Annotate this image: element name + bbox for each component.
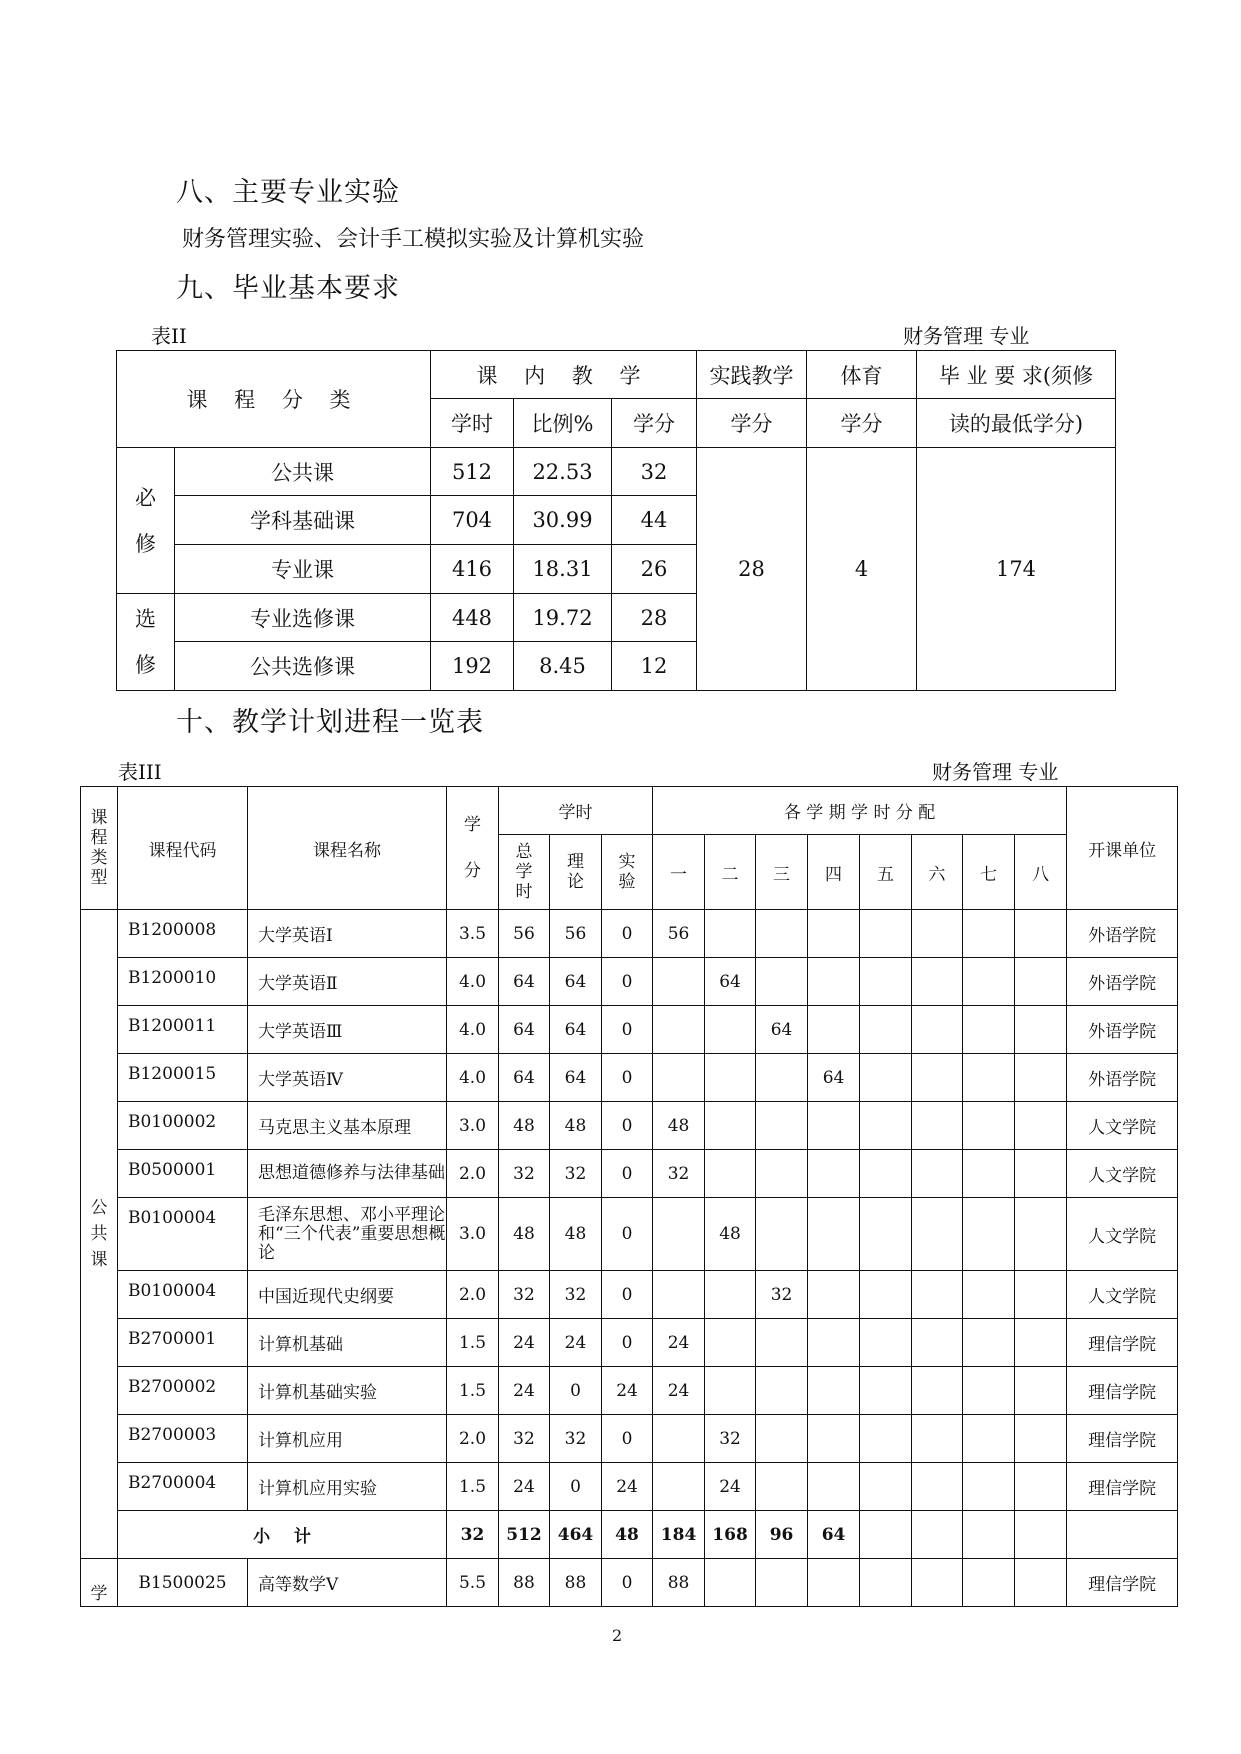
cell-semester xyxy=(653,1271,705,1319)
cell-credit: 2.0 xyxy=(447,1150,499,1198)
semester-header: 五 xyxy=(860,835,912,910)
cell-semester: 24 xyxy=(653,1319,705,1367)
pe-credits: 4 xyxy=(807,448,917,691)
graduation-requirements-table xyxy=(116,350,1116,691)
cell-semester xyxy=(1015,1319,1067,1367)
cell-semester xyxy=(653,1006,705,1054)
subtotal-row xyxy=(81,1511,1178,1559)
cell-semester xyxy=(1015,1150,1067,1198)
page-number: 2 xyxy=(612,1626,623,1645)
min-credits: 174 xyxy=(917,448,1116,691)
section9-title: 九、毕业基本要求 xyxy=(176,273,400,304)
cell-semester xyxy=(808,1415,860,1463)
cell-semester xyxy=(860,1054,912,1102)
cell-theory: 56 xyxy=(550,910,602,958)
row-name: 专业课 xyxy=(175,545,431,594)
course-name-header: 课程名称 xyxy=(248,787,447,910)
row-hours: 416 xyxy=(431,545,514,594)
cell-lab: 48 xyxy=(602,1511,653,1559)
subtotal-label: 小 计 xyxy=(118,1511,447,1559)
cell-course-name: 大学英语Ⅰ xyxy=(248,910,447,958)
cell-course-code: B0500001 xyxy=(118,1150,248,1198)
table-row xyxy=(81,1415,1178,1463)
cell-total: 88 xyxy=(499,1559,550,1607)
cell-semester xyxy=(756,1054,808,1102)
row-name: 公共选修课 xyxy=(175,642,431,691)
cell-semester xyxy=(912,1415,963,1463)
cell-semester xyxy=(963,1006,1015,1054)
semester-header: 六 xyxy=(912,835,963,910)
row-credits: 28 xyxy=(612,594,697,642)
cell-total: 32 xyxy=(499,1271,550,1319)
cell-semester xyxy=(756,1367,808,1415)
row-ratio: 19.72 xyxy=(514,594,612,642)
cell-semester: 24 xyxy=(653,1367,705,1415)
cell-theory: 0 xyxy=(550,1367,602,1415)
section10-title: 十、教学计划进程一览表 xyxy=(176,707,484,738)
cell-semester xyxy=(912,1271,963,1319)
cell-lab: 0 xyxy=(602,910,653,958)
cell-theory: 0 xyxy=(550,1463,602,1511)
cell-dept: 人文学院 xyxy=(1067,1198,1178,1271)
cell-semester: 24 xyxy=(705,1463,756,1511)
cell-lab: 0 xyxy=(602,1198,653,1271)
cell-semester: 64 xyxy=(756,1006,808,1054)
cell-semester xyxy=(912,1102,963,1150)
cell-theory: 64 xyxy=(550,1054,602,1102)
row-credits: 44 xyxy=(612,496,697,545)
cell-credit: 1.5 xyxy=(447,1319,499,1367)
cell-credit: 1.5 xyxy=(447,1367,499,1415)
cell-semester xyxy=(912,1511,963,1559)
cell-semester xyxy=(860,958,912,1006)
cell-total: 24 xyxy=(499,1367,550,1415)
cell-semester xyxy=(860,1198,912,1271)
semester-header: 四 xyxy=(808,835,860,910)
cell-credit: 4.0 xyxy=(447,958,499,1006)
cell-semester xyxy=(653,1415,705,1463)
cell-semester xyxy=(808,1102,860,1150)
cell-course-code: B1200010 xyxy=(118,958,248,1006)
cell-total: 64 xyxy=(499,958,550,1006)
table-row xyxy=(81,1054,1178,1102)
cell-total: 48 xyxy=(499,1102,550,1150)
cell-total: 64 xyxy=(499,1006,550,1054)
table-row xyxy=(81,1367,1178,1415)
cell-semester xyxy=(1015,1511,1067,1559)
cell-course-code: B1500025 xyxy=(118,1559,248,1607)
cell-semester xyxy=(860,1415,912,1463)
cell-course-name: 高等数学Ⅴ xyxy=(248,1559,447,1607)
row-ratio: 22.53 xyxy=(514,448,612,496)
cell-semester xyxy=(860,1463,912,1511)
cell-total: 24 xyxy=(499,1463,550,1511)
cell-semester: 32 xyxy=(756,1271,808,1319)
cell-semester xyxy=(963,958,1015,1006)
cell-course-code: B0100004 xyxy=(118,1271,248,1319)
table-row xyxy=(81,1006,1178,1054)
section8-title: 八、主要专业实验 xyxy=(176,177,400,208)
cell-semester xyxy=(808,1463,860,1511)
cell-semester xyxy=(963,1198,1015,1271)
cell-semester xyxy=(963,1102,1015,1150)
cell-semester xyxy=(860,1271,912,1319)
cell-course-name: 计算机应用 xyxy=(248,1415,447,1463)
cell-course-name: 计算机基础实验 xyxy=(248,1367,447,1415)
section8-body: 财务管理实验、会计手工模拟实验及计算机实验 xyxy=(182,227,645,252)
row-credits: 32 xyxy=(612,448,697,496)
cell-course-code: B2700003 xyxy=(118,1415,248,1463)
cell-course-code: B0100002 xyxy=(118,1102,248,1150)
cell-semester xyxy=(808,1198,860,1271)
public-course-group-label: 公 共 课 xyxy=(81,910,118,1559)
semester-header: 一 xyxy=(653,835,705,910)
cell-semester xyxy=(1015,1198,1067,1271)
row-name: 学科基础课 xyxy=(175,496,431,545)
row-hours: 448 xyxy=(431,594,514,642)
cell-course-name: 计算机应用实验 xyxy=(248,1463,447,1511)
cell-semester xyxy=(808,1006,860,1054)
elective-group-label: 选 修 xyxy=(117,594,175,691)
cell-semester xyxy=(705,1271,756,1319)
cell-semester xyxy=(963,1271,1015,1319)
cell-credit: 3.0 xyxy=(447,1102,499,1150)
cell-semester: 32 xyxy=(653,1150,705,1198)
cell-semester xyxy=(963,1559,1015,1607)
cell-lab: 24 xyxy=(602,1367,653,1415)
cell-dept: 理信学院 xyxy=(1067,1319,1178,1367)
cell-theory: 464 xyxy=(550,1511,602,1559)
cell-semester xyxy=(1015,1415,1067,1463)
cell-semester xyxy=(1015,1367,1067,1415)
cell-course-name: 大学英语Ⅳ xyxy=(248,1054,447,1102)
cell-semester xyxy=(705,1319,756,1367)
practice-credits: 28 xyxy=(697,448,807,691)
row-credits: 26 xyxy=(612,545,697,594)
cell-semester xyxy=(1015,1102,1067,1150)
cell-dept: 理信学院 xyxy=(1067,1463,1178,1511)
cell-semester xyxy=(1015,958,1067,1006)
cell-semester xyxy=(705,1054,756,1102)
cell-semester xyxy=(860,910,912,958)
theory-header: 理 论 xyxy=(550,835,602,910)
row-hours: 512 xyxy=(431,448,514,496)
cell-theory: 64 xyxy=(550,958,602,1006)
cell-lab: 24 xyxy=(602,1463,653,1511)
cell-dept: 外语学院 xyxy=(1067,1054,1178,1102)
cell-semester xyxy=(1015,1271,1067,1319)
cell-semester xyxy=(963,1150,1015,1198)
cell-semester xyxy=(860,1511,912,1559)
cell-semester xyxy=(860,1102,912,1150)
row-credits: 12 xyxy=(612,642,697,691)
cell-total: 32 xyxy=(499,1150,550,1198)
cell-semester xyxy=(963,1319,1015,1367)
cell-semester xyxy=(653,1198,705,1271)
cell-semester: 168 xyxy=(705,1511,756,1559)
cell-semester xyxy=(808,958,860,1006)
cell-semester xyxy=(756,958,808,1006)
teaching-plan-table xyxy=(80,786,1178,1607)
cell-dept xyxy=(1067,1511,1178,1559)
cell-theory: 88 xyxy=(550,1559,602,1607)
row-hours: 192 xyxy=(431,642,514,691)
cell-semester xyxy=(808,1559,860,1607)
cell-course-type: 学 xyxy=(81,1559,118,1607)
table2-caption-left: 表II xyxy=(151,324,187,348)
cell-theory: 64 xyxy=(550,1006,602,1054)
pe-header-2: 学分 xyxy=(807,399,917,448)
table-row xyxy=(81,1271,1178,1319)
lab-header: 实 验 xyxy=(602,835,653,910)
cell-total: 32 xyxy=(499,1415,550,1463)
practice-header-2: 学分 xyxy=(697,399,807,448)
cell-total: 56 xyxy=(499,910,550,958)
cell-semester xyxy=(705,1102,756,1150)
table-row xyxy=(81,958,1178,1006)
cell-course-name: 中国近现代史纲要 xyxy=(248,1271,447,1319)
cell-semester xyxy=(808,1150,860,1198)
cell-semester xyxy=(963,1415,1015,1463)
cell-semester: 64 xyxy=(705,958,756,1006)
cell-semester xyxy=(756,1319,808,1367)
cell-semester xyxy=(1015,1006,1067,1054)
cell-semester xyxy=(808,1367,860,1415)
cell-total: 64 xyxy=(499,1054,550,1102)
cell-semester xyxy=(1015,1463,1067,1511)
in-class-header: 课 内 教 学 xyxy=(431,351,697,399)
cell-lab: 0 xyxy=(602,1559,653,1607)
cell-theory: 32 xyxy=(550,1415,602,1463)
cell-semester xyxy=(963,910,1015,958)
cell-semester: 32 xyxy=(705,1415,756,1463)
cell-course-code: B1200015 xyxy=(118,1054,248,1102)
ratio-header: 比例% xyxy=(514,399,612,448)
table-row xyxy=(81,1463,1178,1511)
cell-course-code: B1200008 xyxy=(118,910,248,958)
cell-dept: 理信学院 xyxy=(1067,1415,1178,1463)
cell-course-code: B0100004 xyxy=(118,1198,248,1271)
row-ratio: 30.99 xyxy=(514,496,612,545)
cell-semester xyxy=(705,1559,756,1607)
cell-course-code: B2700002 xyxy=(118,1367,248,1415)
cell-semester xyxy=(756,1150,808,1198)
cell-theory: 32 xyxy=(550,1271,602,1319)
cell-lab: 0 xyxy=(602,1102,653,1150)
table3-caption-left: 表III xyxy=(118,760,162,784)
cell-credit: 1.5 xyxy=(447,1463,499,1511)
practice-header: 实践教学 xyxy=(697,351,807,399)
cell-total: 512 xyxy=(499,1511,550,1559)
cell-dept: 理信学院 xyxy=(1067,1559,1178,1607)
cell-semester xyxy=(705,1006,756,1054)
table-row xyxy=(81,1102,1178,1150)
cell-semester xyxy=(705,910,756,958)
cell-semester: 96 xyxy=(756,1511,808,1559)
cell-course-name: 大学英语Ⅱ xyxy=(248,958,447,1006)
cell-semester xyxy=(912,1150,963,1198)
cell-semester xyxy=(756,1559,808,1607)
cell-semester: 184 xyxy=(653,1511,705,1559)
cell-semester xyxy=(912,910,963,958)
cell-semester xyxy=(756,1102,808,1150)
cell-semester xyxy=(860,1367,912,1415)
cell-lab: 0 xyxy=(602,1150,653,1198)
cell-credit: 4.0 xyxy=(447,1054,499,1102)
cell-course-code: B2700004 xyxy=(118,1463,248,1511)
cell-dept: 人文学院 xyxy=(1067,1271,1178,1319)
cell-lab: 0 xyxy=(602,1054,653,1102)
cell-semester xyxy=(860,1006,912,1054)
row-name: 公共课 xyxy=(175,448,431,496)
cell-semester xyxy=(912,1367,963,1415)
cell-semester xyxy=(808,1319,860,1367)
cell-semester xyxy=(653,1054,705,1102)
row-ratio: 18.31 xyxy=(514,545,612,594)
cell-semester: 48 xyxy=(653,1102,705,1150)
cell-course-name: 马克思主义基本原理 xyxy=(248,1102,447,1150)
cell-semester xyxy=(860,1559,912,1607)
cell-semester xyxy=(653,958,705,1006)
cell-credit: 32 xyxy=(447,1511,499,1559)
cell-semester xyxy=(912,1559,963,1607)
pe-header: 体育 xyxy=(807,351,917,399)
cell-semester xyxy=(963,1463,1015,1511)
cell-lab: 0 xyxy=(602,958,653,1006)
cell-semester xyxy=(808,910,860,958)
semester-header: 八 xyxy=(1015,835,1067,910)
hours-header: 学时 xyxy=(431,399,514,448)
cell-semester xyxy=(912,1006,963,1054)
cell-credit: 2.0 xyxy=(447,1271,499,1319)
cell-lab: 0 xyxy=(602,1319,653,1367)
cell-semester: 56 xyxy=(653,910,705,958)
semester-header: 七 xyxy=(963,835,1015,910)
cell-course-code: B1200011 xyxy=(118,1006,248,1054)
cell-course-name: 计算机基础 xyxy=(248,1319,447,1367)
credits-header: 学分 xyxy=(612,399,697,448)
cell-total: 48 xyxy=(499,1198,550,1271)
semester-header: 二 xyxy=(705,835,756,910)
table3-caption-right: 财务管理 专业 xyxy=(932,760,1059,784)
semester-distribution-header: 各 学 期 学 时 分 配 xyxy=(653,787,1067,835)
cell-semester xyxy=(756,1198,808,1271)
cell-dept: 外语学院 xyxy=(1067,958,1178,1006)
semester-header: 三 xyxy=(756,835,808,910)
cell-dept: 人文学院 xyxy=(1067,1150,1178,1198)
cell-semester xyxy=(912,1319,963,1367)
cell-semester: 88 xyxy=(653,1559,705,1607)
cell-semester xyxy=(808,1271,860,1319)
cell-semester xyxy=(756,910,808,958)
cell-lab: 0 xyxy=(602,1271,653,1319)
cell-semester xyxy=(963,1367,1015,1415)
cell-semester xyxy=(756,1463,808,1511)
table-row xyxy=(81,1198,1178,1271)
cell-credit: 3.0 xyxy=(447,1198,499,1271)
row-name: 专业选修课 xyxy=(175,594,431,642)
course-type-header: 课 程 类 型 xyxy=(81,787,118,910)
table-row xyxy=(81,910,1178,958)
cell-semester xyxy=(653,1463,705,1511)
cell-course-name: 思想道德修养与法律基础 xyxy=(248,1150,447,1198)
row-hours: 704 xyxy=(431,496,514,545)
table-row xyxy=(81,1319,1178,1367)
cell-course-name: 大学英语Ⅲ xyxy=(248,1006,447,1054)
cell-total: 24 xyxy=(499,1319,550,1367)
cell-semester: 48 xyxy=(705,1198,756,1271)
cell-semester xyxy=(1015,910,1067,958)
dept-header: 开课单位 xyxy=(1067,787,1178,910)
cell-lab: 0 xyxy=(602,1006,653,1054)
table2-caption-right: 财务管理 专业 xyxy=(903,324,1030,348)
course-code-header: 课程代码 xyxy=(118,787,248,910)
cell-dept: 人文学院 xyxy=(1067,1102,1178,1150)
cell-theory: 48 xyxy=(550,1198,602,1271)
cell-lab: 0 xyxy=(602,1415,653,1463)
row-ratio: 8.45 xyxy=(514,642,612,691)
cell-semester xyxy=(705,1367,756,1415)
cell-semester xyxy=(963,1054,1015,1102)
cell-semester: 64 xyxy=(808,1511,860,1559)
cell-semester xyxy=(912,958,963,1006)
hours-header: 学时 xyxy=(499,787,653,835)
cell-course-name: 毛泽东思想、邓小平理论和“三个代表”重要思想概论 xyxy=(248,1198,447,1271)
grad-header-2: 读的最低学分) xyxy=(917,399,1116,448)
cell-theory: 48 xyxy=(550,1102,602,1150)
table-row xyxy=(81,1150,1178,1198)
cell-dept: 外语学院 xyxy=(1067,910,1178,958)
cell-credit: 2.0 xyxy=(447,1415,499,1463)
cell-course-code: B2700001 xyxy=(118,1319,248,1367)
cell-theory: 24 xyxy=(550,1319,602,1367)
grad-header: 毕 业 要 求(须修 xyxy=(917,351,1116,399)
category-header: 课 程 分 类 xyxy=(117,351,431,448)
cell-semester xyxy=(912,1198,963,1271)
cell-semester xyxy=(1015,1559,1067,1607)
cell-semester xyxy=(963,1511,1015,1559)
cell-semester xyxy=(1015,1054,1067,1102)
cell-credit: 5.5 xyxy=(447,1559,499,1607)
cell-credit: 3.5 xyxy=(447,910,499,958)
cell-credit: 4.0 xyxy=(447,1006,499,1054)
credit-header: 学 分 xyxy=(447,787,499,910)
cell-semester xyxy=(912,1054,963,1102)
cell-semester xyxy=(860,1150,912,1198)
cell-semester xyxy=(860,1319,912,1367)
cell-semester xyxy=(756,1415,808,1463)
cell-semester xyxy=(912,1463,963,1511)
total-hours-header: 总 学 时 xyxy=(499,835,550,910)
required-group-label: 必 修 xyxy=(117,448,175,594)
cell-dept: 外语学院 xyxy=(1067,1006,1178,1054)
cell-dept: 理信学院 xyxy=(1067,1367,1178,1415)
cell-theory: 32 xyxy=(550,1150,602,1198)
cell-semester xyxy=(705,1150,756,1198)
cell-semester: 64 xyxy=(808,1054,860,1102)
table-row xyxy=(81,1559,1178,1607)
